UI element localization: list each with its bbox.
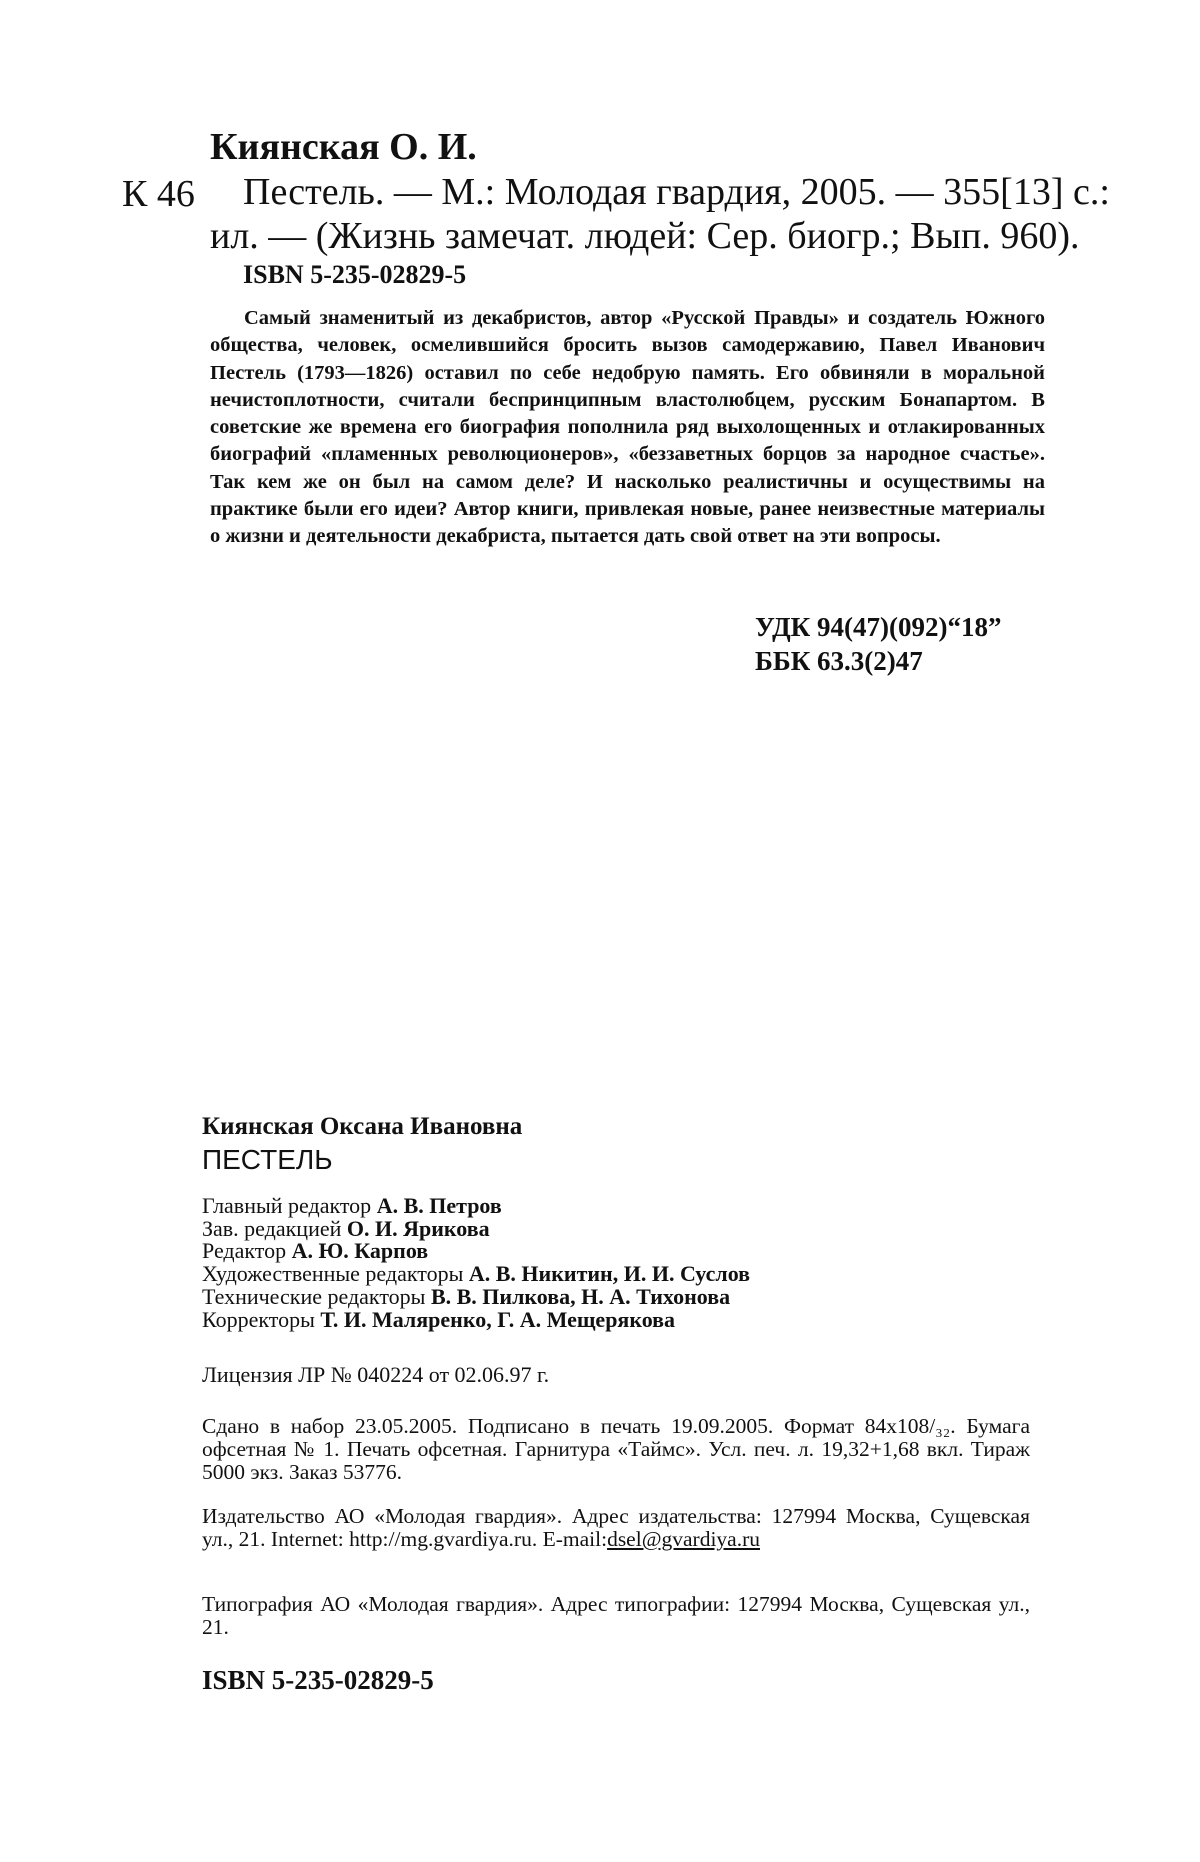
print-details: Сдано в набор 23.05.2005. Подписано в печать 19.09.2005. Формат 84x108/₃₂. Бумага офсетная № 1. Печать офсетная. Гарнитура «Таймс». Усл. печ. л. 19,32+1,68 вкл. Тираж 5000 экз. Заказ 53776.	[202, 1414, 1030, 1484]
staff-role: Корректоры	[202, 1306, 315, 1332]
bibliographic-line-1: Пестель. — М.: Молодая гвардия, 2005. — 355[13] с.:	[243, 171, 1110, 213]
bbk-code: ББК 63.3(2)47	[755, 646, 923, 676]
staff-names: А. В. Петров	[376, 1193, 502, 1218]
publisher-info	[202, 1505, 1030, 1551]
staff-role: Художественные редакторы	[202, 1261, 464, 1287]
publisher-text: Издательство АО «Молодая гвардия». Адрес издательства: 127994 Москва, Сущевская ул., 21. Internet: http://mg.gvardiya.ru. E-mail:	[202, 1504, 1030, 1551]
publisher-email-link[interactable]: dsel@gvardiya.ru	[607, 1527, 760, 1551]
staff-names: В. В. Пилкова, Н. А. Тихонова	[430, 1283, 731, 1309]
udk-code: УДК 94(47)(092)“18”	[755, 612, 1002, 642]
annotation-paragraph: Самый знаменитый из декабристов, автор «Русской Правды» и создатель Южного общества, человек, осмелившийся бросить вызов самодержавию, Павел Иванович Пестель (1793—1826) оставил по себе недобрую память. Его обвиняли в моральной нечистоплотности, считали беспринципным властолюбцем, русским Бонапартом. В советские же времена его биография пополнила ряд выхолощенных и отлакированных биографий «пламенных революционеров», «беззаветных борцов за народное счастье». Так кем же он был на самом деле? И насколько реалистичны и осуществимы на практике были его идеи? Автор книги, привлекая новые, ранее неизвестные материалы о жизни и деятельности декабриста, пытается дать свой ответ на эти вопросы.	[210, 307, 1045, 548]
staff-names: А. В. Никитин, И. И. Суслов	[468, 1261, 751, 1287]
bibliographic-line-2: ил. — (Жизнь замечат. людей: Сер. биогр.; Вып. 960).	[210, 215, 1080, 257]
staff-row	[202, 1240, 750, 1263]
staff-row	[202, 1306, 750, 1332]
staff-role: Технические редакторы	[202, 1283, 426, 1309]
staff-names: А. Ю. Карпов	[291, 1238, 429, 1264]
staff-names: О. И. Ярикова	[346, 1215, 490, 1241]
staff-role: Зав. редакцией	[202, 1215, 342, 1241]
staff-row	[202, 1283, 750, 1309]
imprint-title: ПЕСТЕЛЬ	[202, 1144, 333, 1175]
license-line: Лицензия ЛР № 040224 от 02.06.97 г.	[202, 1362, 550, 1387]
staff-list	[202, 1195, 750, 1331]
staff-role: Главный редактор	[202, 1193, 372, 1218]
imprint-author: Киянская Оксана Ивановна	[202, 1113, 523, 1140]
staff-names: Т. И. Маляренко, Г. А. Мещерякова	[320, 1306, 676, 1332]
printer-info: Типография АО «Молодая гвардия». Адрес типографии: 127994 Москва, Сущевская ул., 21.	[202, 1592, 1030, 1639]
staff-row	[202, 1195, 750, 1218]
author-heading: Киянская О. И.	[210, 126, 477, 168]
staff-role: Редактор	[202, 1238, 287, 1264]
staff-row	[202, 1263, 750, 1286]
isbn-top: ISBN 5-235-02829-5	[243, 260, 467, 289]
catalog-code: К 46	[122, 173, 195, 215]
isbn-bottom: ISBN 5-235-02829-5	[202, 1665, 434, 1695]
staff-row	[202, 1215, 750, 1241]
